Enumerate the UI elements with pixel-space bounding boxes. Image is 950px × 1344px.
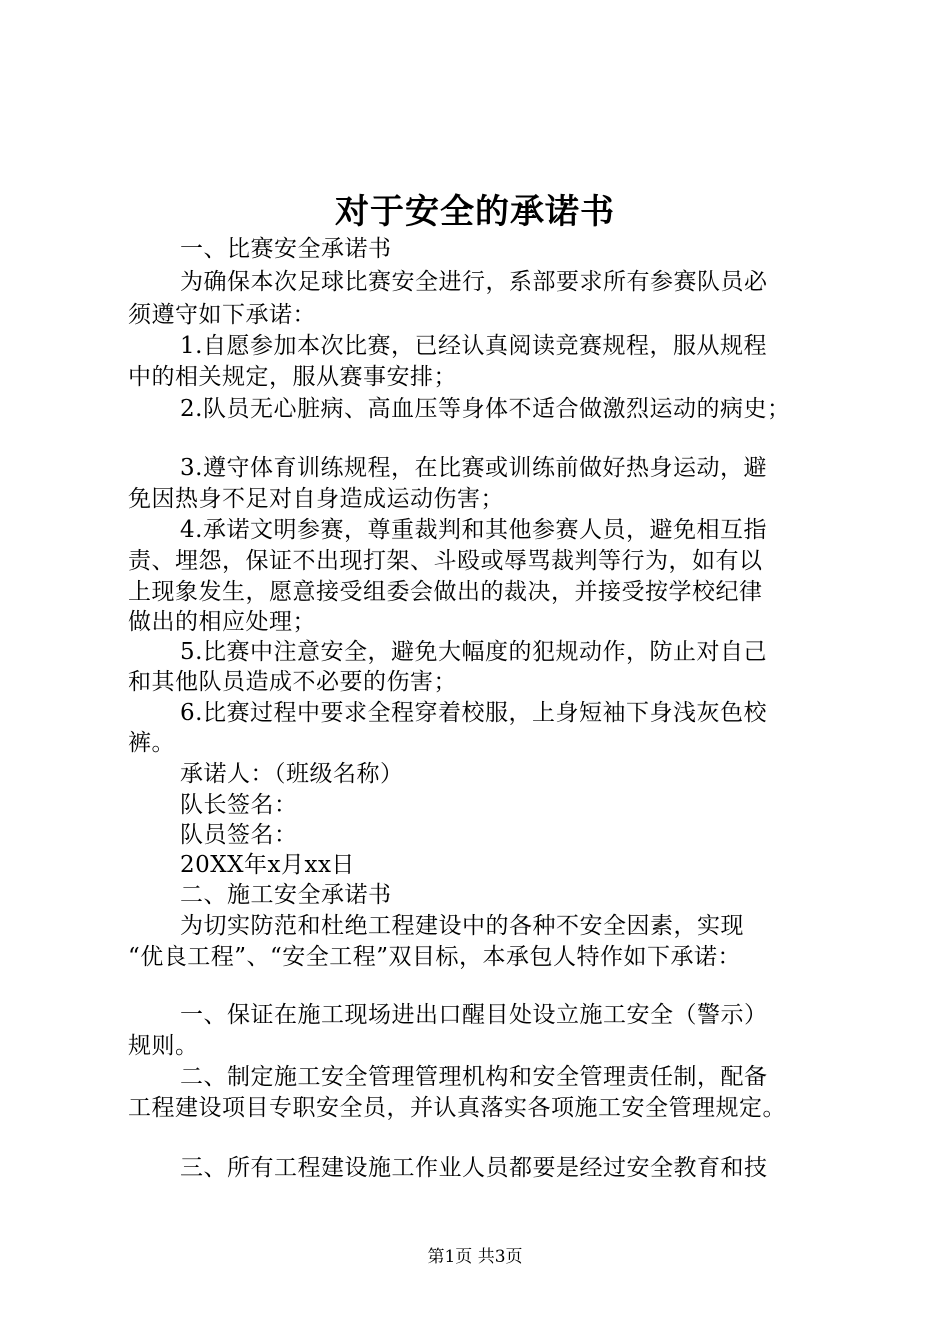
paragraph-line: 免因热身不足对自身造成运动伤害； bbox=[128, 486, 504, 512]
paragraph-line: 三、所有工程建设施工作业人员都要是经过安全教育和技 bbox=[180, 1155, 768, 1181]
paragraph-line: 裤。 bbox=[128, 730, 175, 756]
document-title: 对于安全的承诺书 bbox=[335, 192, 615, 232]
section-heading: 一、比赛安全承诺书 bbox=[180, 236, 392, 262]
paragraph-line: 二、制定施工安全管理管理机构和安全管理责任制，配备 bbox=[180, 1064, 768, 1090]
paragraph-line: 2.队员无心脏病、高血压等身体不适合做激烈运动的病史； bbox=[180, 396, 791, 422]
paragraph-line: 3.遵守体育训练规程，在比赛或训练前做好热身运动，避 bbox=[180, 455, 767, 481]
paragraph-line: 规则。 bbox=[128, 1033, 199, 1059]
paragraph-line: 做出的相应处理； bbox=[128, 609, 316, 635]
paragraph-line: 为切实防范和杜绝工程建设中的各种不安全因素，实现 bbox=[180, 913, 744, 939]
paragraph-line: 工程建设项目专职安全员，并认真落实各项施工安全管理规定。 bbox=[128, 1095, 786, 1121]
paragraph-line: 责、埋怨，保证不出现打架、斗殴或辱骂裁判等行为，如有以 bbox=[128, 548, 763, 574]
paragraph-line: 中的相关规定，服从赛事安排； bbox=[128, 364, 457, 390]
paragraph-line: 须遵守如下承诺： bbox=[128, 302, 316, 328]
paragraph-line: 5.比赛中注意安全，避免大幅度的犯规动作，防止对自己 bbox=[180, 639, 767, 665]
paragraph-line: 和其他队员造成不必要的伤害； bbox=[128, 669, 457, 695]
paragraph-line: 为确保本次足球比赛安全进行，系部要求所有参赛队员必 bbox=[180, 269, 768, 295]
paragraph-line: 上现象发生，愿意接受组委会做出的裁决，并接受按学校纪律 bbox=[128, 579, 763, 605]
paragraph-line: 一、保证在施工现场进出口醒目处设立施工安全（警示） bbox=[180, 1002, 768, 1028]
signature-line: 队员签名： bbox=[180, 822, 298, 848]
page-footer: 第1页 共3页 bbox=[427, 1247, 523, 1267]
paragraph-line: “优良工程”、“安全工程”双目标，本承包人特作如下承诺： bbox=[128, 944, 742, 970]
signature-line: 承诺人：（班级名称） bbox=[180, 761, 404, 787]
signature-line: 队长签名： bbox=[180, 792, 298, 818]
date-line: 20XX年x月xx日 bbox=[180, 852, 355, 878]
section-heading: 二、施工安全承诺书 bbox=[180, 882, 392, 908]
paragraph-line: 4.承诺文明参赛，尊重裁判和其他参赛人员，避免相互指 bbox=[180, 517, 767, 543]
paragraph-line: 6.比赛过程中要求全程穿着校服，上身短袖下身浅灰色校 bbox=[180, 700, 767, 726]
paragraph-line: 1.自愿参加本次比赛，已经认真阅读竞赛规程，服从规程 bbox=[180, 333, 767, 359]
